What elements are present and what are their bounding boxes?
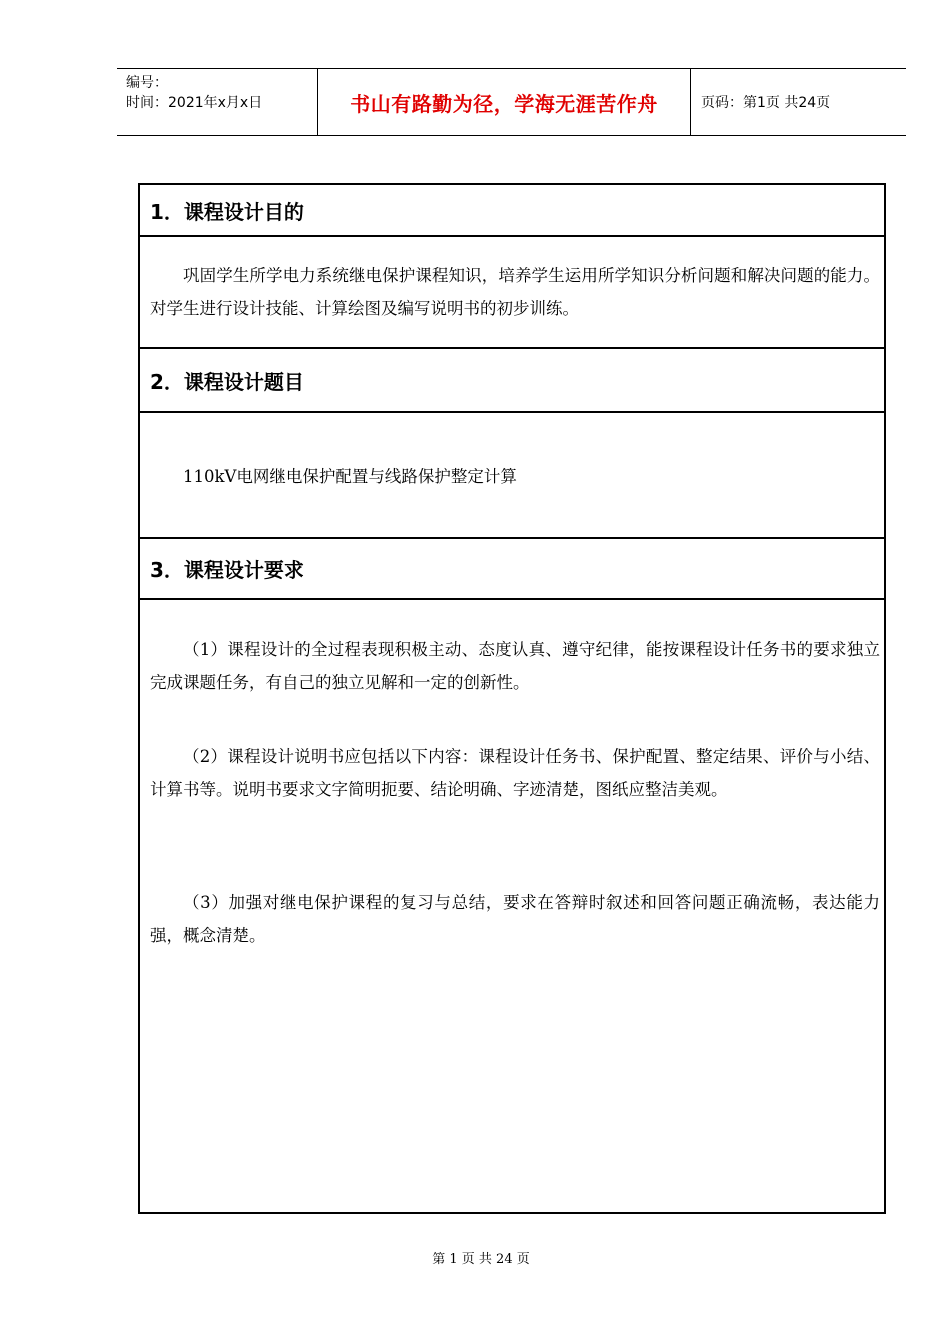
page-header <box>117 68 906 136</box>
section-heading-topic: 2．课程设计题目 <box>150 369 304 394</box>
requirement-item-3: （3）加强对继电保护课程的复习与总结，要求在答辩时叙述和回答问题正确流畅，表达能力强，概念清楚。 <box>150 893 880 945</box>
section-heading-requirements: 3．课程设计要求 <box>150 558 304 582</box>
section-body-purpose: 巩固学生所学电力系统继电保护课程知识，培养学生运用所学知识分析问题和解决问题的能力。对学生进行设计技能、计算绘图及编写说明书的初步训练。 <box>150 266 880 318</box>
header-page-cell <box>691 69 906 135</box>
divider <box>140 235 884 237</box>
page-footer: 第 1 页 共 24 页 <box>432 1252 530 1267</box>
course-design-table <box>138 183 886 1214</box>
header-page-info: 页码：第1页 共24页 <box>701 95 831 111</box>
section-body-topic: 110kV电网继电保护配置与线路保护整定计算 <box>183 467 517 486</box>
document-time-label: 时间：2021年x月x日 <box>126 95 263 111</box>
divider <box>140 411 884 413</box>
header-motto: 书山有路勤为径，学海无涯苦作舟 <box>350 91 658 116</box>
section-heading-purpose: 1．课程设计目的 <box>150 200 304 224</box>
requirement-item-1: （1）课程设计的全过程表现积极主动、态度认真、遵守纪律，能按课程设计任务书的要求独立完成课题任务，有自己的独立见解和一定的创新性。 <box>150 640 880 692</box>
document-number-label: 编号： <box>126 75 168 91</box>
requirement-item-2: （2）课程设计说明书应包括以下内容：课程设计任务书、保护配置、整定结果、评价与小结、计算书等。说明书要求文字简明扼要、结论明确、字迹清楚，图纸应整洁美观。 <box>150 747 880 799</box>
header-motto-cell <box>317 69 691 135</box>
header-meta <box>117 69 317 135</box>
divider <box>140 598 884 600</box>
